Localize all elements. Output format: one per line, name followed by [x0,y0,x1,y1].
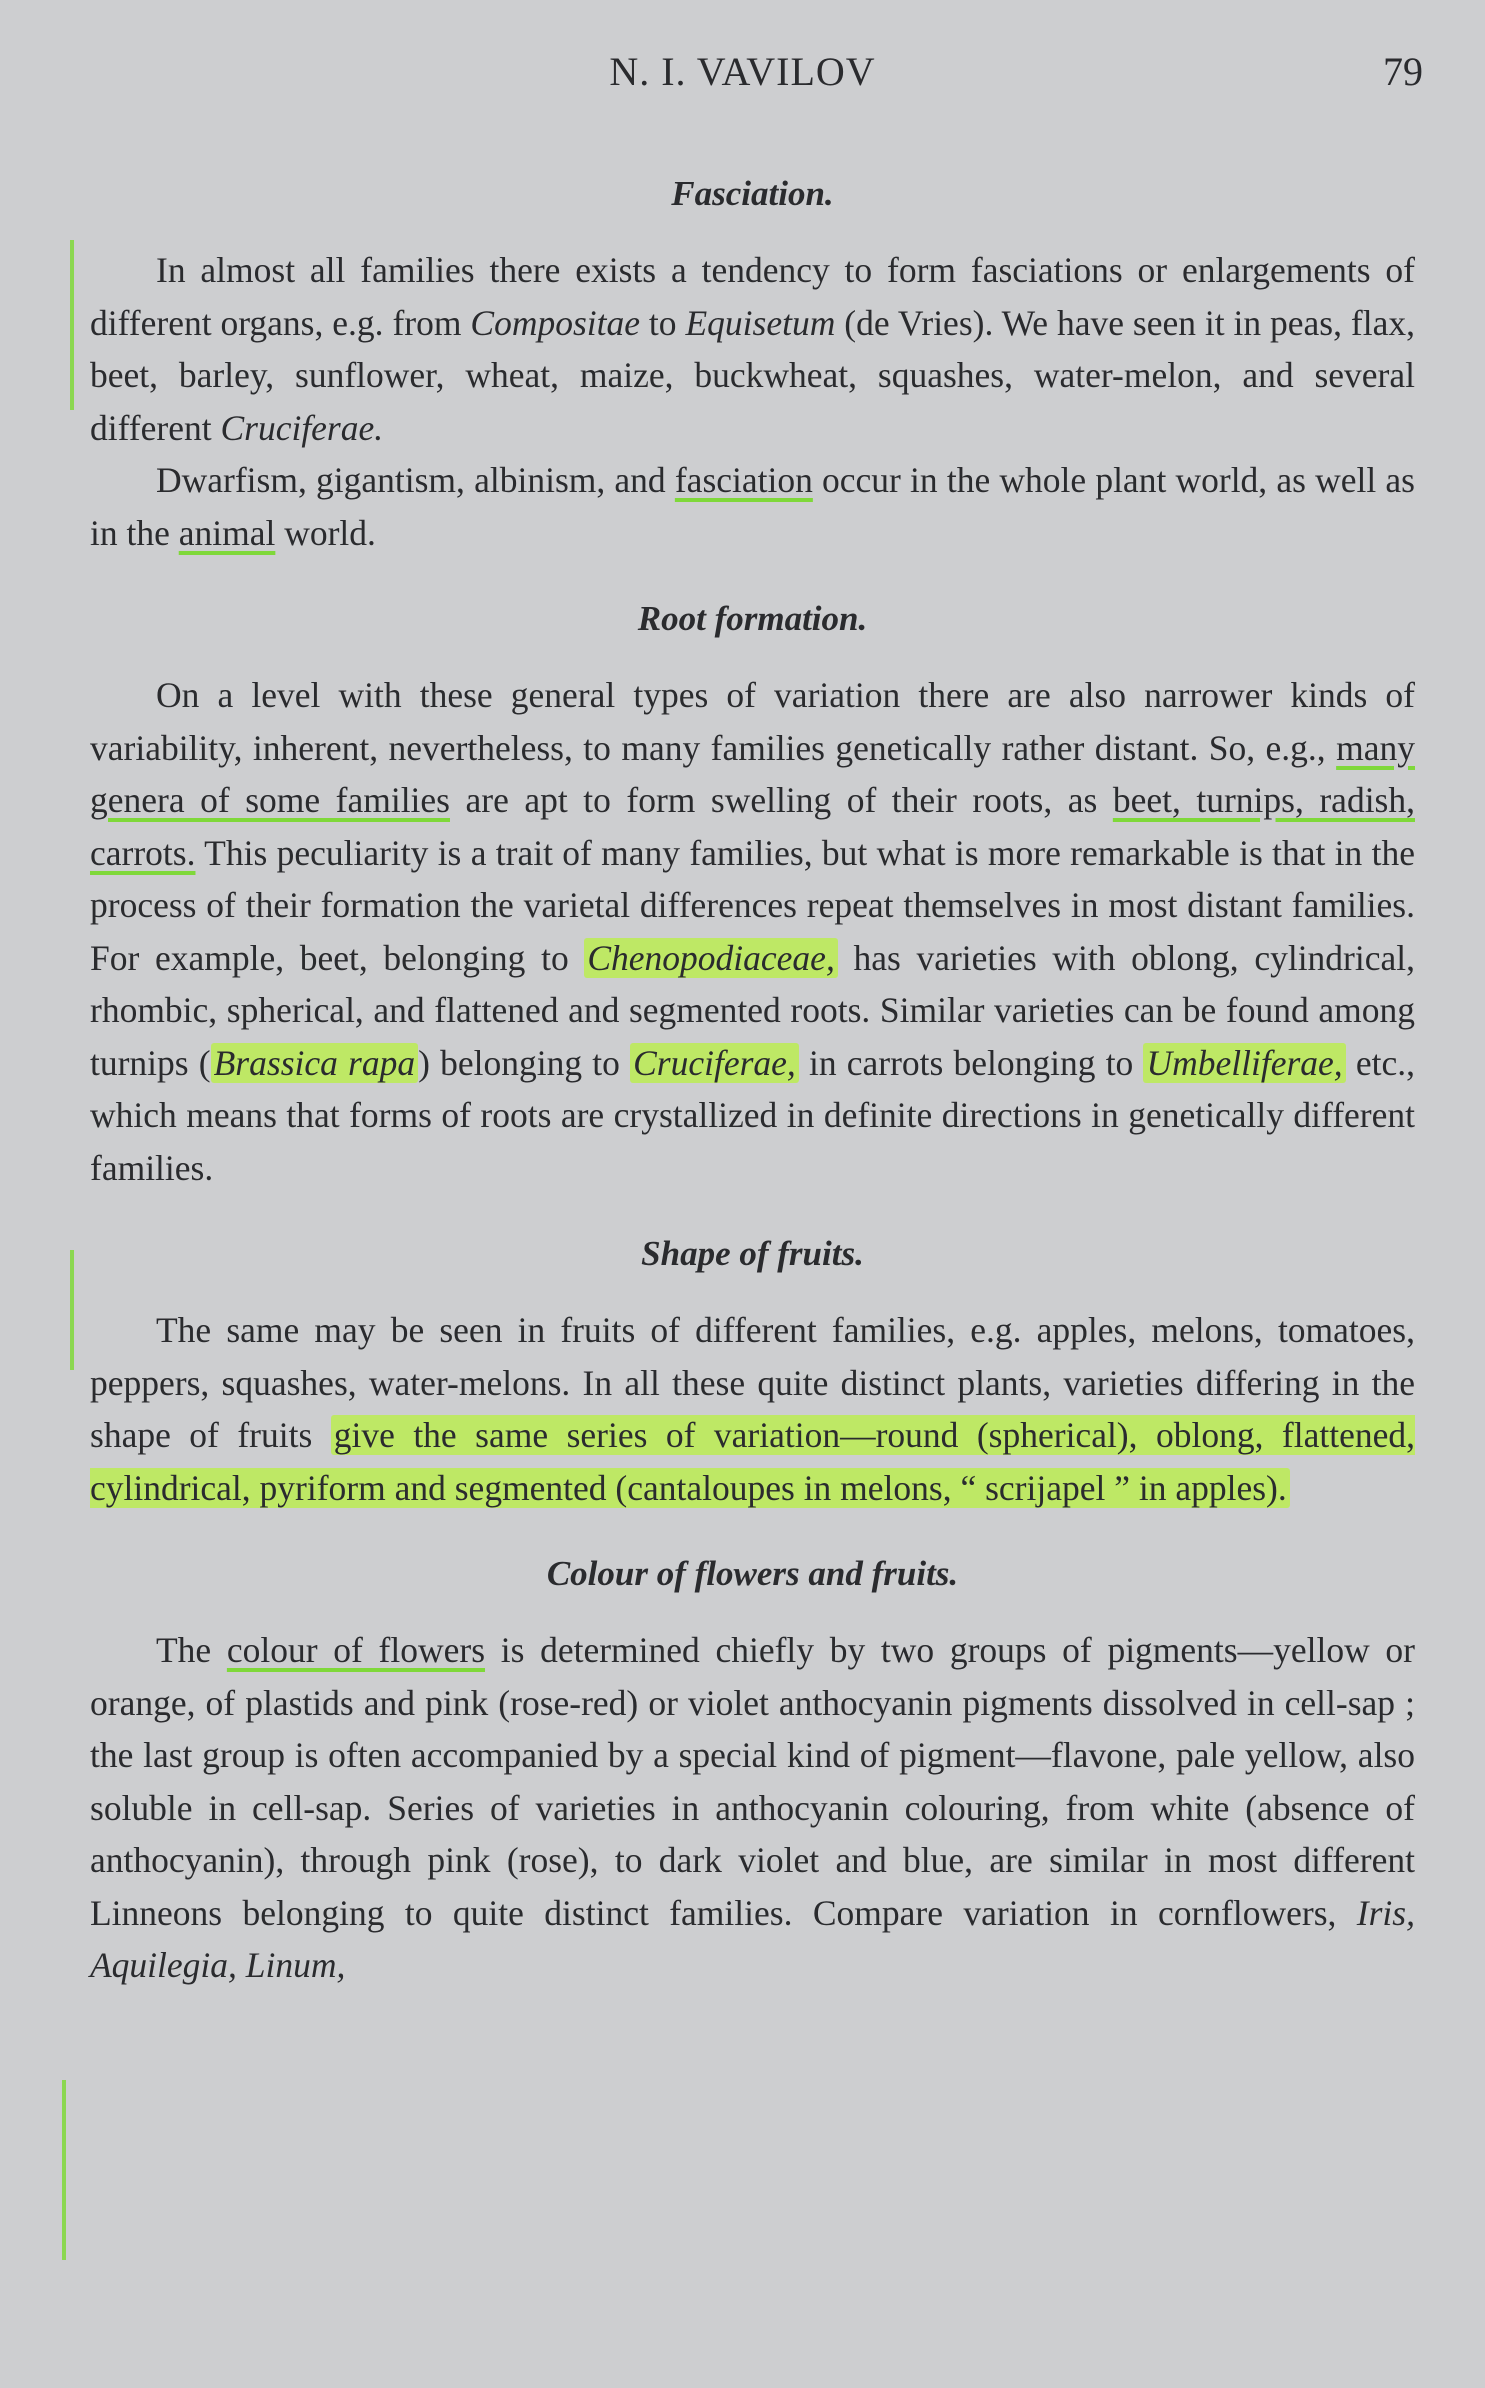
margin-annotation [70,1250,74,1370]
highlighted-text: give the same series of variation—round (spherical), oblong, flattened, cylindrical, pyriform and segmented (cantaloupes in melons, “ scrijapel ” in apples). [90,1415,1415,1508]
text-run: occur in the whole plant world, as well as in the [90,460,1415,553]
paragraph [90,454,1415,559]
paragraph [90,1304,1415,1514]
section-heading: Root formation. [637,599,868,638]
page-body [90,168,1415,1992]
text-run: are apt to form swelling of their roots, as [450,780,1113,820]
text-run: is determined chiefly by two groups of pigments—yellow or orange, of plastids and pink (rose-red) or violet anthocyanin pigments dissolved in cell-sap ; the last group is often accompanied by a special kind of pigment—flavone, pale yellow, also soluble in cell-sap. Series of varieties in anthocyanin colouring, from white (absence of anthocyanin), through pink (rose), to dark violet and blue, are similar in most different Linneons belonging to quite distinct families. Compare variation in cornflowers, [90,1630,1415,1933]
text-run: has varieties with oblong, cylindrical, rhombic, spherical, and flattened and segmented roots. Similar varieties can be found among turnips ( [90,937,1415,1083]
text-run: Dwarfism, gigantism, albinism, and [156,460,675,500]
margin-annotation [70,240,74,410]
text-run: On a level with these general types of variation there are also narrower kinds of variability, inherent, nevertheless, to many families genetically rather distant. So, e.g., [90,675,1415,768]
underlined-text: colour of flowers [226,1630,486,1670]
italic-text: Equisetum [685,302,836,343]
section-shape-of-fruits [90,1228,1415,1514]
running-header-author: N. I. VAVILOV [609,49,876,94]
section-heading: Shape of fruits. [641,1234,864,1273]
italic-text: Iris, Aquilegia, Linum, [90,1892,1415,1985]
section-root-formation [90,593,1415,1194]
underlined-text: many genera of some families [90,727,1415,820]
italic-text: Cruciferae. [220,407,384,448]
underlined-text: beet, turnips, radish, carrots. [90,780,1415,873]
running-header [0,48,1485,108]
section-fasciation [90,168,1415,559]
text-run: This peculiarity is a trait of many families, but what is more remarkable is that in the process of their formation the varietal differences repeat themselves in most distant families. For example, beet, belonging to [90,832,1415,978]
page-number: 79 [1383,49,1423,94]
paragraph [90,1624,1415,1992]
text-run: world. [275,512,376,553]
text-run: in carrots belonging to [798,1042,1144,1083]
highlighted-text: Chenopodiaceae, [584,938,837,978]
text-run: (de Vries). We have seen it in peas, flax, beet, barley, sunflower, wheat, maize, buckwheat, squashes, water-melon, and several different [90,302,1415,448]
underlined-text: animal [178,512,276,553]
highlighted-text: Umbelliferae, [1143,1043,1345,1083]
text-run: The same may be seen in fruits of different families, e.g. apples, melons, tomatoes, peppers, squashes, water-melons. In all these quite distinct plants, varieties differing in the shape of fruits [90,1310,1415,1455]
section-heading: Colour of flowers and fruits. [546,1554,959,1593]
text-run: ) belonging to [418,1042,631,1083]
underlined-text: fasciation [674,460,813,500]
paragraph [90,244,1415,454]
highlighted-text: Cruciferae, [630,1043,799,1083]
margin-annotation [62,2080,66,2260]
section-colour-of-flowers [90,1548,1415,1992]
italic-text: Compositae [470,302,641,343]
section-heading: Fasciation. [671,174,834,213]
highlighted-text: Brassica rapa [211,1043,419,1083]
text-run: etc., which means that forms of roots are crystallized in definite directions in genetically different families. [90,1042,1415,1188]
text-run: to [640,302,686,343]
text-run: The [156,1630,227,1670]
text-run: In almost all families there exists a tendency to form fasciations or enlargements of different organs, e.g. from [90,250,1415,343]
paragraph [90,669,1415,1194]
